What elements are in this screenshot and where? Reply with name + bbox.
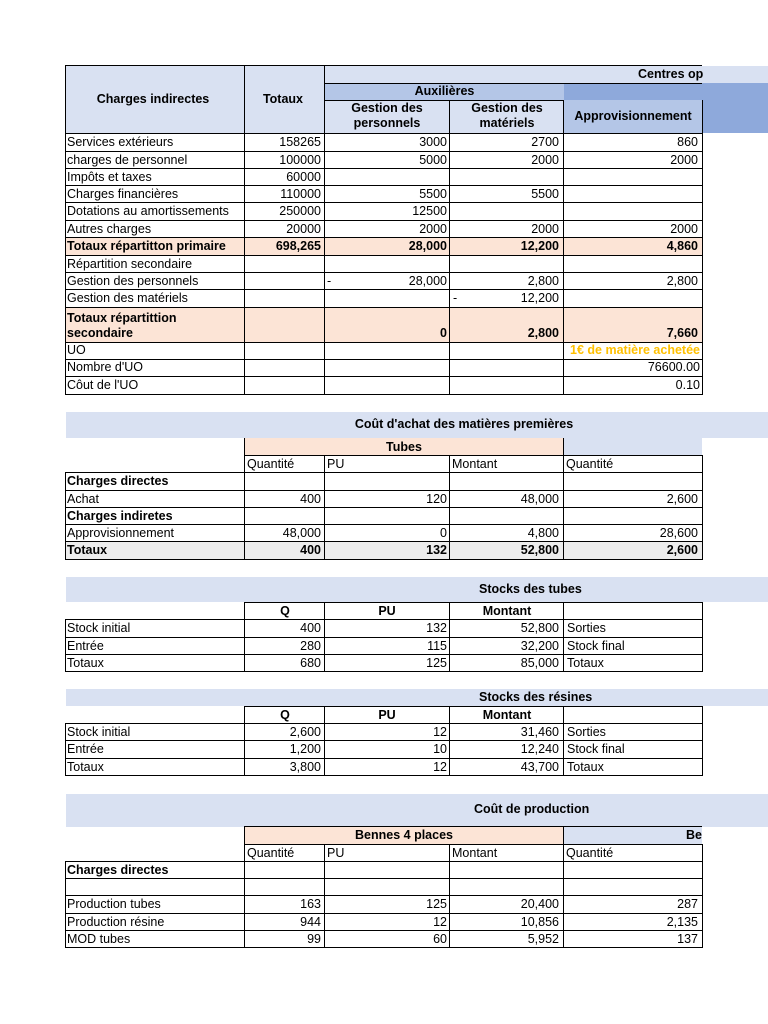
row-label: Totaux répartitton primaire	[67, 239, 226, 253]
stocks-resines-pu-header: PU	[378, 708, 396, 722]
stock-row-right-label: Sorties	[567, 621, 606, 635]
totaux-label: Totaux	[67, 543, 108, 557]
secondary-total-app: 7,660	[666, 326, 698, 340]
row-totaux: 60000	[286, 170, 321, 184]
totaux-header: Totaux	[262, 92, 304, 106]
stock-row-pu: 125	[426, 656, 447, 670]
bennes-header: Bennes 4 places	[355, 828, 453, 842]
row-approvisionnement: 4,860	[666, 239, 698, 253]
quantite-header: Quantité	[247, 457, 295, 471]
uo-label: UO	[67, 343, 86, 357]
row-label: Impôts et taxes	[67, 170, 152, 184]
appro-q: 48,000	[282, 526, 321, 540]
stock-row-pu: 132	[426, 621, 447, 635]
row-label: charges de personnel	[67, 153, 188, 167]
prod-row-montant: 10,856	[520, 915, 559, 929]
stock-row-montant: 12,240	[520, 742, 559, 756]
appro-montant: 4,800	[527, 526, 559, 540]
row-gestion-personnels: 3000	[419, 135, 447, 149]
secondary-total-gm: 2,800	[527, 326, 559, 340]
appro-label: Approvisionnement	[67, 526, 175, 540]
stock-row-right-label: Stock final	[567, 639, 625, 653]
stock-row-montant: 43,700	[520, 760, 559, 774]
auxilieres-header: Auxilières	[414, 84, 475, 98]
prod-row-pu: 60	[433, 932, 447, 946]
prod-row-q: 99	[307, 932, 321, 946]
row-approvisionnement: 2000	[670, 153, 698, 167]
montant-header: Montant	[452, 457, 498, 471]
prod-row-q: 163	[300, 897, 321, 911]
stocks-tubes-q-header: Q	[280, 604, 290, 618]
prod-row-q2: 287	[677, 897, 698, 911]
charges-indirectes-header: Charges indirectes	[96, 92, 210, 106]
tubes-header-fill-right	[564, 438, 702, 456]
stock-row-right-label: Stock final	[567, 742, 625, 756]
cout-production-title-band	[66, 794, 768, 827]
row-gestion-materiels: 12,200	[520, 291, 559, 305]
row-totaux: 20000	[286, 222, 321, 236]
stock-row-q: 2,600	[289, 725, 321, 739]
stock-row-right-label: Sorties	[567, 725, 606, 739]
stocks-resines-title-band	[66, 689, 768, 706]
row-gestion-personnels: 2000	[419, 222, 447, 236]
pu-header: PU	[327, 457, 345, 471]
stocks-resines-montant-header: Montant	[482, 708, 532, 722]
totaux-pu: 132	[426, 543, 447, 557]
prod-pu-header: PU	[327, 846, 345, 860]
stock-row-q: 1,200	[289, 742, 321, 756]
totaux-q2: 2,600	[666, 543, 698, 557]
row-totaux: 158265	[279, 135, 321, 149]
stock-row-pu: 12	[433, 725, 447, 739]
prod-charges-directes-label: Charges directes	[67, 863, 169, 877]
stocks-tubes-title: Stocks des tubes	[479, 582, 582, 596]
stocks-resines-q-header: Q	[280, 708, 290, 722]
uo-value: 1€ de matière achetée	[570, 343, 700, 357]
dash-gp: -	[327, 274, 332, 288]
stock-row-montant: 32,200	[520, 639, 559, 653]
row-label: Dotations au amortissements	[67, 204, 229, 218]
row-label: Charges financières	[67, 187, 179, 201]
bennes-header-fill-right	[564, 827, 702, 844]
dash-gm: -	[453, 291, 458, 305]
row-approvisionnement: 2,800	[666, 274, 698, 288]
nombre-uo-label: Nombre d'UO	[67, 360, 144, 374]
row-gestion-materiels: 2,800	[527, 274, 559, 288]
prod-row-q: 944	[300, 915, 321, 929]
stock-row-pu: 12	[433, 760, 447, 774]
prod-montant-header: Montant	[452, 846, 498, 860]
prod-row-pu: 12	[433, 915, 447, 929]
row-totaux: 110000	[280, 187, 321, 201]
achat-montant: 48,000	[520, 492, 559, 506]
prod-quantite-header-2: Quantité	[566, 846, 614, 860]
gestion-personnels-header: Gestion des personnels	[351, 101, 423, 130]
centres-op-title: Centres op	[638, 67, 704, 81]
appro-q2: 28,600	[659, 526, 698, 540]
prod-quantite-header: Quantité	[247, 846, 295, 860]
row-label: Autres charges	[67, 222, 152, 236]
stocks-tubes-montant-header: Montant	[482, 604, 532, 618]
prod-row-pu: 125	[426, 897, 447, 911]
gestion-materiels-header: Gestion des matériels	[471, 101, 543, 130]
totaux-q: 400	[300, 543, 321, 557]
charges-directes-label: Charges directes	[67, 474, 169, 488]
cout-uo-label: Côut de l'UO	[67, 378, 139, 392]
stock-row-q: 400	[300, 621, 321, 635]
row-label: Gestion des matériels	[67, 291, 188, 305]
row-label: Services extérieurs	[67, 135, 174, 149]
stock-row-label: Totaux	[67, 760, 104, 774]
row-gestion-personnels: 28,000	[408, 274, 447, 288]
prod-row-q2: 2,135	[666, 915, 698, 929]
row-totaux: 250000	[279, 204, 321, 218]
stock-row-q: 280	[300, 639, 321, 653]
row-gestion-materiels: 2000	[531, 153, 559, 167]
prod-row-montant: 20,400	[520, 897, 559, 911]
row-gestion-materiels: 2700	[531, 135, 559, 149]
stock-row-right-label: Totaux	[567, 656, 604, 670]
secondary-total-gp: 0	[440, 326, 447, 340]
totaux-montant: 52,800	[520, 543, 559, 557]
row-gestion-materiels: 5500	[531, 187, 559, 201]
row-totaux: 100000	[279, 153, 321, 167]
row-approvisionnement: 2000	[670, 222, 698, 236]
stock-row-label: Stock initial	[67, 621, 131, 635]
prod-row-label: MOD tubes	[67, 932, 131, 946]
row-totaux: 698,265	[275, 239, 321, 253]
achat-q2: 2,600	[666, 492, 698, 506]
tubes-header: Tubes	[386, 440, 422, 454]
stock-row-label: Entrée	[67, 742, 104, 756]
stock-row-pu: 10	[433, 742, 447, 756]
row-gestion-personnels: 28,000	[408, 239, 447, 253]
stock-row-montant: 85,000	[520, 656, 559, 670]
quantite-header-2: Quantité	[566, 457, 614, 471]
stocks-tubes-title-band	[66, 577, 768, 602]
bennes-header-2: Be	[686, 828, 702, 842]
appro-pu: 0	[440, 526, 447, 540]
stock-row-label: Totaux	[67, 656, 104, 670]
prod-row-label: Production tubes	[67, 897, 161, 911]
row-gestion-materiels: 2000	[531, 222, 559, 236]
row-approvisionnement: 860	[677, 135, 698, 149]
achat-label: Achat	[67, 492, 99, 506]
row-label: Répartition secondaire	[67, 257, 193, 271]
row-label: Gestion des personnels	[67, 274, 199, 288]
row-gestion-personnels: 5000	[419, 153, 447, 167]
row-gestion-materiels: 12,200	[520, 239, 559, 253]
charges-indirectes-label: Charges indiretes	[67, 509, 173, 523]
achat-q: 400	[300, 492, 321, 506]
stock-row-q: 3,800	[289, 760, 321, 774]
secondary-total-label-1: Totaux répartittion	[67, 311, 177, 325]
approvisionnement-header: Approvisionnement	[574, 109, 692, 123]
secondary-total-label-2: secondaire	[67, 326, 134, 340]
nombre-uo-value: 76600.00	[647, 360, 700, 374]
row-gestion-personnels: 12500	[412, 204, 447, 218]
stock-row-q: 680	[300, 656, 321, 670]
cout-production-title: Coût de production	[474, 802, 590, 816]
stocks-tubes-pu-header: PU	[378, 604, 396, 618]
stock-row-label: Stock initial	[67, 725, 131, 739]
prod-row-q2: 137	[677, 932, 698, 946]
prod-row-montant: 5,952	[527, 932, 559, 946]
stock-row-montant: 31,460	[520, 725, 559, 739]
cout-achat-title: Coût d'achat des matières premières	[354, 417, 574, 431]
prod-row-label: Production résine	[67, 915, 165, 929]
stock-row-pu: 115	[427, 639, 447, 653]
achat-pu: 120	[426, 492, 447, 506]
stock-row-montant: 52,800	[520, 621, 559, 635]
row-gestion-personnels: 5500	[419, 187, 447, 201]
stock-row-right-label: Totaux	[567, 760, 604, 774]
stocks-resines-title: Stocks des résines	[479, 690, 593, 704]
stock-row-label: Entrée	[67, 639, 104, 653]
cout-uo-value: 0.10	[675, 378, 700, 392]
